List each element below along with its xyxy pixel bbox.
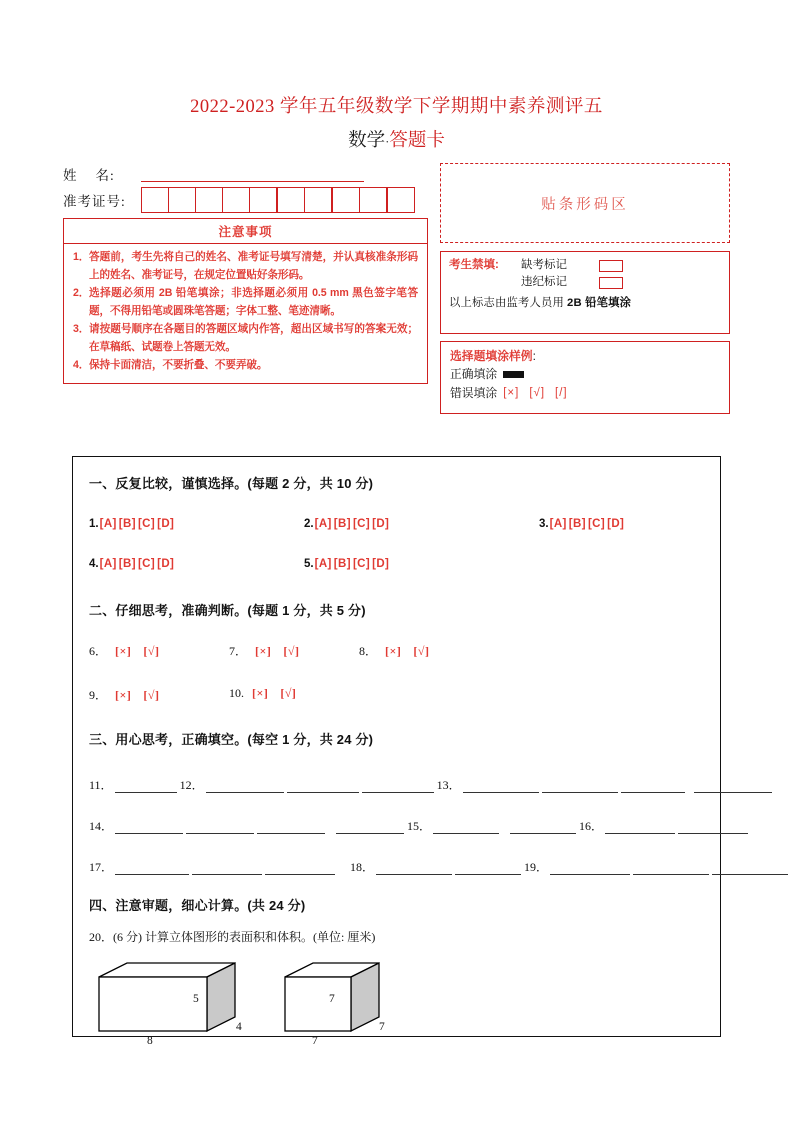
fill-row-1 bbox=[89, 776, 704, 793]
tf-question-7[interactable] bbox=[229, 642, 359, 659]
wrong-fill-row bbox=[450, 384, 720, 403]
mc-option-a[interactable]: [A] bbox=[314, 518, 332, 530]
fill-question-number: 16． bbox=[579, 819, 604, 833]
ticket-cell[interactable] bbox=[223, 188, 250, 212]
name-row bbox=[63, 163, 428, 185]
mc-option-b[interactable]: [B] bbox=[568, 518, 586, 530]
fill-blank[interactable] bbox=[633, 862, 709, 875]
ticket-row bbox=[63, 189, 428, 211]
cuboid-figure bbox=[99, 963, 235, 1031]
identity-zone bbox=[63, 163, 428, 211]
fill-blank[interactable] bbox=[265, 862, 335, 875]
tf-option-false-icon[interactable]: [×] bbox=[115, 688, 132, 702]
mc-option-group[interactable] bbox=[550, 518, 627, 530]
fill-question-16 bbox=[579, 817, 751, 834]
title-subject: 数学 bbox=[348, 131, 386, 151]
mc-option-a[interactable]: [A] bbox=[99, 558, 117, 570]
fill-blank[interactable] bbox=[115, 780, 177, 793]
notice-item-number: 2． bbox=[73, 287, 90, 299]
correct-fill-label: 正确填涂 bbox=[450, 367, 498, 381]
notice-box bbox=[63, 218, 428, 384]
mc-row-2 bbox=[89, 558, 704, 570]
wrong-mark-cross-icon: [×] bbox=[503, 387, 520, 399]
tf-option-false-icon[interactable]: [×] bbox=[252, 686, 269, 700]
mc-question-number: 2. bbox=[304, 518, 314, 530]
mc-option-b[interactable]: [B] bbox=[118, 518, 136, 530]
forbidden-label-spacer bbox=[449, 274, 521, 291]
mc-option-group[interactable] bbox=[315, 558, 392, 570]
notice-item-text: 请按题号顺序在各题目的答题区域内作答，超出区域书写的答案无效；在草稿纸、试题卷上答题无效。 bbox=[89, 323, 418, 353]
tf-option-true-icon[interactable]: [√] bbox=[143, 644, 160, 658]
section-three-heading: 三、用心思考，正确填空。(每空 1 分，共 24 分) bbox=[89, 732, 374, 747]
mc-option-c[interactable]: [C] bbox=[137, 558, 156, 570]
forbidden-label: 考生禁填: bbox=[449, 259, 499, 271]
fill-blank[interactable] bbox=[621, 780, 685, 793]
cube-height-label: 7 bbox=[329, 993, 335, 1005]
fill-blank[interactable] bbox=[115, 862, 189, 875]
fill-question-number: 15． bbox=[407, 819, 432, 833]
fill-question-number: 14． bbox=[89, 819, 114, 833]
notice-item-text: 答题前，考生先将自己的姓名、准考证号填写清楚，并认真核准条形码上的姓名、准考证号，在规定位置贴好条形码。 bbox=[89, 251, 418, 281]
mc-option-d[interactable]: [D] bbox=[157, 558, 175, 570]
mc-option-c[interactable]: [C] bbox=[352, 558, 371, 570]
title-sub-line bbox=[0, 126, 793, 152]
fill-blank[interactable] bbox=[463, 780, 539, 793]
tf-option-group[interactable] bbox=[385, 644, 441, 659]
ticket-cell[interactable] bbox=[278, 188, 305, 212]
fill-blank[interactable] bbox=[678, 821, 748, 834]
wrong-mark-check-icon: [√] bbox=[529, 387, 546, 399]
mc-question-2[interactable] bbox=[304, 518, 539, 530]
name-label-a: 姓 bbox=[63, 168, 78, 183]
mc-option-b[interactable]: [B] bbox=[118, 558, 136, 570]
notice-item-number: 4． bbox=[73, 359, 90, 371]
fill-blank[interactable] bbox=[433, 821, 499, 834]
title-separator-dot: · bbox=[385, 134, 390, 149]
ticket-cell[interactable] bbox=[196, 188, 223, 212]
fill-blank[interactable] bbox=[694, 780, 772, 793]
tf-question-8[interactable] bbox=[359, 642, 441, 659]
fill-question-15 bbox=[407, 817, 579, 834]
fill-question-number: 18． bbox=[350, 860, 375, 874]
wrong-mark-slash-icon: [/] bbox=[555, 387, 568, 399]
tf-option-true-icon[interactable]: [√] bbox=[280, 686, 297, 700]
title-main-line: 2022-2023 学年五年级数学下学期期中素养测评五 bbox=[190, 97, 603, 117]
fill-blank[interactable] bbox=[605, 821, 675, 834]
notice-item-number: 3． bbox=[73, 323, 90, 335]
name-label bbox=[63, 164, 141, 184]
mc-question-3[interactable] bbox=[539, 518, 626, 530]
fill-blank[interactable] bbox=[257, 821, 325, 834]
fill-blank[interactable] bbox=[376, 862, 452, 875]
ticket-cell[interactable] bbox=[360, 188, 388, 212]
fill-sample-title-colon: : bbox=[532, 349, 536, 363]
tf-row-1 bbox=[89, 642, 704, 659]
tf-option-false-icon[interactable]: [×] bbox=[115, 644, 132, 658]
cuboid-height-label: 5 bbox=[193, 993, 199, 1005]
notice-item-number: 1． bbox=[73, 251, 90, 263]
mc-question-number: 5. bbox=[304, 558, 314, 570]
mc-question-number: 1. bbox=[89, 518, 99, 530]
mc-question-5[interactable] bbox=[304, 558, 391, 570]
mc-option-b[interactable]: [B] bbox=[333, 558, 351, 570]
mc-option-d[interactable]: [D] bbox=[372, 558, 390, 570]
fill-question-number: 19． bbox=[524, 860, 549, 874]
question-20-text: (6 分) 计算立体图形的表面积和体积。(单位: 厘米) bbox=[113, 930, 376, 944]
cube-depth-label: 7 bbox=[379, 1021, 385, 1033]
answer-area-box bbox=[72, 456, 721, 1047]
tf-option-true-icon[interactable]: [√] bbox=[413, 644, 430, 658]
violation-mark-label: 违纪标记 bbox=[521, 276, 567, 288]
fill-question-17 bbox=[89, 858, 338, 875]
fill-row-3 bbox=[89, 858, 704, 875]
fill-blank[interactable] bbox=[712, 862, 788, 875]
proctor-note bbox=[449, 294, 721, 310]
correct-fill-swatch-icon bbox=[503, 371, 524, 378]
fill-question-number: 11． bbox=[89, 778, 113, 792]
section-two-heading: 二、仔细思考，准确判断。(每题 1 分，共 5 分) bbox=[89, 603, 366, 618]
tf-question-number: 10. bbox=[229, 686, 244, 700]
fill-blank[interactable] bbox=[550, 862, 630, 875]
mc-option-group[interactable] bbox=[315, 518, 392, 530]
fill-blank[interactable] bbox=[510, 821, 576, 834]
fill-blank[interactable] bbox=[362, 780, 434, 793]
fill-blank[interactable] bbox=[186, 821, 254, 834]
fill-question-number: 17． bbox=[89, 860, 114, 874]
mc-option-a[interactable]: [A] bbox=[549, 518, 567, 530]
ticket-number-grid[interactable] bbox=[141, 187, 415, 213]
proctor-marks-box bbox=[440, 251, 730, 334]
ticket-cell[interactable] bbox=[333, 188, 360, 212]
tf-option-group[interactable] bbox=[115, 688, 171, 703]
fill-question-11 bbox=[89, 776, 180, 793]
mc-option-d[interactable]: [D] bbox=[607, 518, 625, 530]
fill-question-14 bbox=[89, 817, 407, 834]
question-20-figures bbox=[89, 955, 704, 1060]
tf-option-group[interactable] bbox=[252, 686, 308, 701]
tf-question-number: 8． bbox=[359, 644, 378, 658]
absent-mark-row bbox=[449, 257, 721, 274]
tf-option-group[interactable] bbox=[255, 644, 311, 659]
mc-question-1[interactable] bbox=[89, 518, 304, 530]
fill-row-2 bbox=[89, 817, 704, 834]
mc-option-a[interactable]: [A] bbox=[99, 518, 117, 530]
mc-option-group[interactable] bbox=[100, 558, 177, 570]
notice-item bbox=[73, 249, 418, 284]
fill-blank[interactable] bbox=[455, 862, 521, 875]
fill-blank[interactable] bbox=[542, 780, 618, 793]
ticket-cell[interactable] bbox=[305, 188, 333, 212]
barcode-area-label: 贴条形码区 bbox=[541, 196, 629, 213]
notice-item-text: 保持卡面清洁，不要折叠、不要弄破。 bbox=[89, 359, 268, 371]
tf-question-number: 6． bbox=[89, 644, 108, 658]
tf-option-false-icon[interactable]: [×] bbox=[385, 644, 402, 658]
tf-question-number: 7． bbox=[229, 644, 248, 658]
fill-blank[interactable] bbox=[336, 821, 404, 834]
fill-question-12 bbox=[180, 776, 437, 793]
barcode-paste-area bbox=[440, 163, 730, 243]
section-one-heading: 一、反复比较，谨慎选择。(每题 2 分，共 10 分) bbox=[89, 476, 374, 491]
fill-question-19 bbox=[524, 858, 791, 875]
section-four-heading: 四、注意审题，细心计算。(共 24 分) bbox=[89, 898, 306, 913]
cuboid-depth-label: 4 bbox=[236, 1021, 242, 1033]
fill-blank[interactable] bbox=[206, 780, 284, 793]
tf-row-2 bbox=[89, 686, 704, 703]
fill-blank[interactable] bbox=[192, 862, 262, 875]
notice-title: 注意事项 bbox=[64, 219, 427, 244]
ticket-cell[interactable] bbox=[388, 188, 414, 212]
mc-option-c[interactable]: [C] bbox=[137, 518, 156, 530]
wrong-fill-label: 错误填涂 bbox=[450, 386, 498, 400]
tf-option-true-icon[interactable]: [√] bbox=[143, 688, 160, 702]
absent-mark-label: 缺考标记 bbox=[521, 259, 567, 271]
tf-option-false-icon[interactable]: [×] bbox=[255, 644, 272, 658]
mc-option-c[interactable]: [C] bbox=[587, 518, 606, 530]
ticket-cell[interactable] bbox=[250, 188, 278, 212]
tf-option-true-icon[interactable]: [√] bbox=[283, 644, 300, 658]
absent-mark-checkbox[interactable] bbox=[599, 260, 623, 272]
ticket-cell[interactable] bbox=[169, 188, 196, 212]
mc-question-4[interactable] bbox=[89, 558, 304, 570]
mc-question-number: 4. bbox=[89, 558, 99, 570]
fill-sample-title bbox=[450, 347, 720, 365]
tf-option-group[interactable] bbox=[115, 644, 171, 659]
fill-question-number: 13． bbox=[436, 778, 461, 792]
solid-figures-svg bbox=[89, 955, 449, 1060]
notice-item-text: 选择题必须用 2B 铅笔填涂；非选择题必须用 0.5 mm 黑色签字笔答题，不得用铅笔或圆珠笔答题；字体工整、笔迹清晰。 bbox=[89, 287, 418, 317]
cuboid-width-label: 8 bbox=[147, 1035, 153, 1047]
tf-question-number: 9． bbox=[89, 688, 108, 702]
violation-mark-checkbox[interactable] bbox=[599, 277, 623, 289]
wrong-fill-marks bbox=[503, 384, 577, 403]
fill-question-18 bbox=[350, 858, 524, 875]
name-label-b: 名: bbox=[95, 168, 115, 183]
fill-blank[interactable] bbox=[115, 821, 183, 834]
tf-question-9[interactable] bbox=[89, 686, 229, 703]
correct-fill-row bbox=[450, 365, 720, 384]
fill-sample-title-text: 选择题填涂样例 bbox=[450, 349, 533, 363]
fill-sample-box bbox=[440, 341, 730, 414]
mc-option-d[interactable]: [D] bbox=[157, 518, 175, 530]
name-input-line[interactable] bbox=[141, 166, 364, 182]
mc-question-number: 3. bbox=[539, 518, 549, 530]
notice-list bbox=[64, 244, 427, 383]
mc-row-1 bbox=[89, 518, 704, 530]
mc-option-b[interactable]: [B] bbox=[333, 518, 351, 530]
question-20-caption bbox=[89, 928, 704, 945]
violation-mark-row bbox=[449, 274, 721, 291]
page-title bbox=[0, 92, 793, 152]
question-20-number: 20． bbox=[89, 930, 114, 944]
proctor-note-bold: 2B 铅笔填涂 bbox=[567, 297, 632, 309]
fill-question-number: 12． bbox=[179, 778, 204, 792]
notice-item bbox=[73, 321, 418, 356]
notice-item bbox=[73, 357, 418, 375]
cube-width-label: 7 bbox=[312, 1035, 318, 1047]
proctor-note-pre: 以上标志由监考人员用 bbox=[449, 297, 567, 309]
notice-item bbox=[73, 285, 418, 320]
mc-option-a[interactable]: [A] bbox=[314, 558, 332, 570]
mc-option-c[interactable]: [C] bbox=[352, 518, 371, 530]
mc-option-group[interactable] bbox=[100, 518, 177, 530]
fill-blank[interactable] bbox=[287, 780, 359, 793]
ticket-cell[interactable] bbox=[142, 188, 169, 212]
mc-option-d[interactable]: [D] bbox=[372, 518, 390, 530]
fill-question-13 bbox=[437, 776, 775, 793]
tf-question-10[interactable] bbox=[229, 686, 308, 703]
ticket-label: 准考证号: bbox=[63, 194, 126, 209]
tf-question-6[interactable] bbox=[89, 642, 229, 659]
title-answer-card: 答题卡 bbox=[389, 131, 445, 151]
